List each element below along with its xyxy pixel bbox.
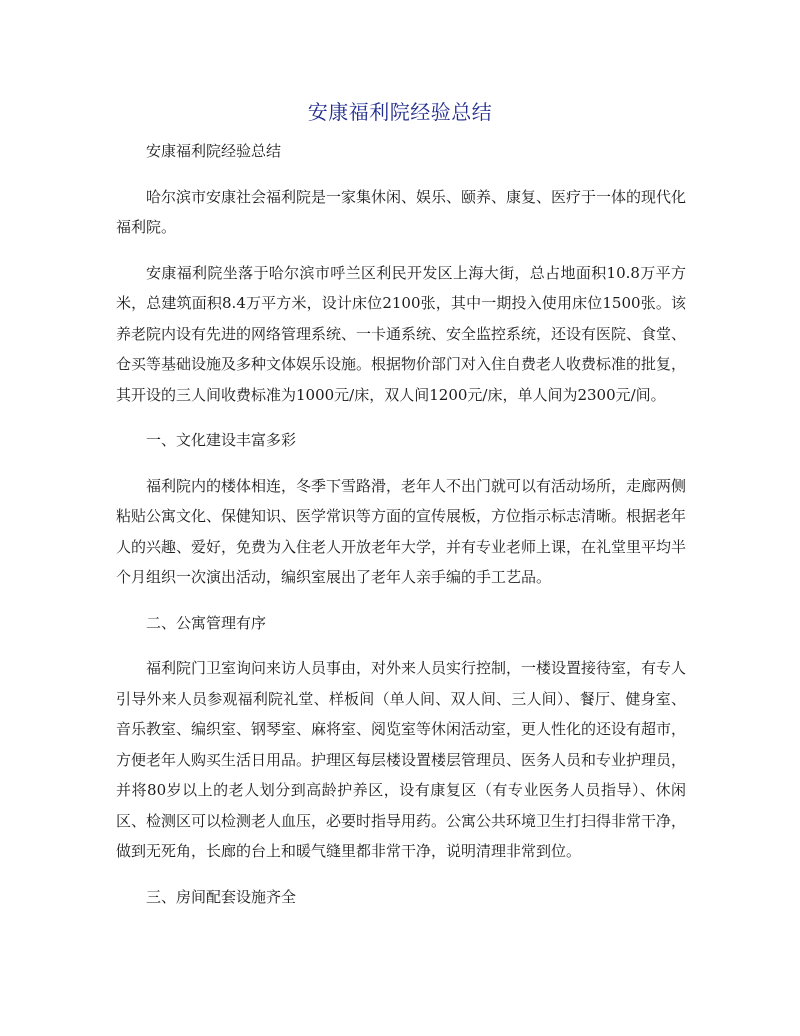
page-title: 安康福利院经验总结 [307,100,493,124]
section-body-culture: 福利院内的楼体相连，冬季下雪路滑，老年人不出门就可以有活动场所，走廊两侧粘贴公寓文化、保健知识、医学常识等方面的宣传展板，方位指示标志清晰。根据老年人的兴趣、爱好，免费为入住老人开放老年大学，并有专业老师上课，在礼堂里平均半个月组织一次演出活动，编织室展出了老年人亲手编的手工艺品。 [116,476,687,586]
section-heading-management: 二、公寓管理有序 [146,613,267,632]
section-body-management: 福利院门卫室询问来访人员事由，对外来人员实行控制，一楼设置接待室，有专人引导外来人员参观福利院礼堂、样板间（单人间、双人间、三人间）、餐厅、健身室、音乐教室、编织室、钢琴室、麻将室、阅览室等休闲活动室，更人性化的还设有超市，方便老年人购买生活日用品。护理区每层楼设置楼层管理员、医务人员和专业护理员，并将80岁以上的老人划分到高龄护养区，设有康复区（有专业医务人员指导）、休闲区、检测区可以检测老人血压，必要时指导用药。公寓公共环境卫生打扫得非常干净，做到无死角，长廊的台上和暖气缝里都非常干净，说明清理非常到位。 [116,659,687,860]
overview-paragraph: 安康福利院坐落于哈尔滨市呼兰区利民开发区上海大街，总占地面积10.8万平方米，总建筑面积8.4万平方米，设计床位2100张，其中一期投入使用床位1500张。该养老院内设有先进的网络管理系统、一卡通系统、安全监控系统，还设有医院、食堂、仓买等基础设施及多种文体娱乐设施。根据物价部门对入住自费老人收费标准的批复，其开设的三人间收费标准为1000元/床，双人间1200元/床，单人间为2300元/间。 [116,263,687,404]
section-heading-culture: 一、文化建设丰富多彩 [146,431,297,449]
section-heading-facilities: 三、房间配套设施齐全 [146,887,297,906]
document-subtitle: 安康福利院经验总结 [146,142,282,160]
document-body [116,136,686,927]
intro-paragraph: 哈尔滨市安康社会福利院是一家集休闲、娱乐、颐养、康复、医疗于一体的现代化福利院。 [116,187,687,236]
